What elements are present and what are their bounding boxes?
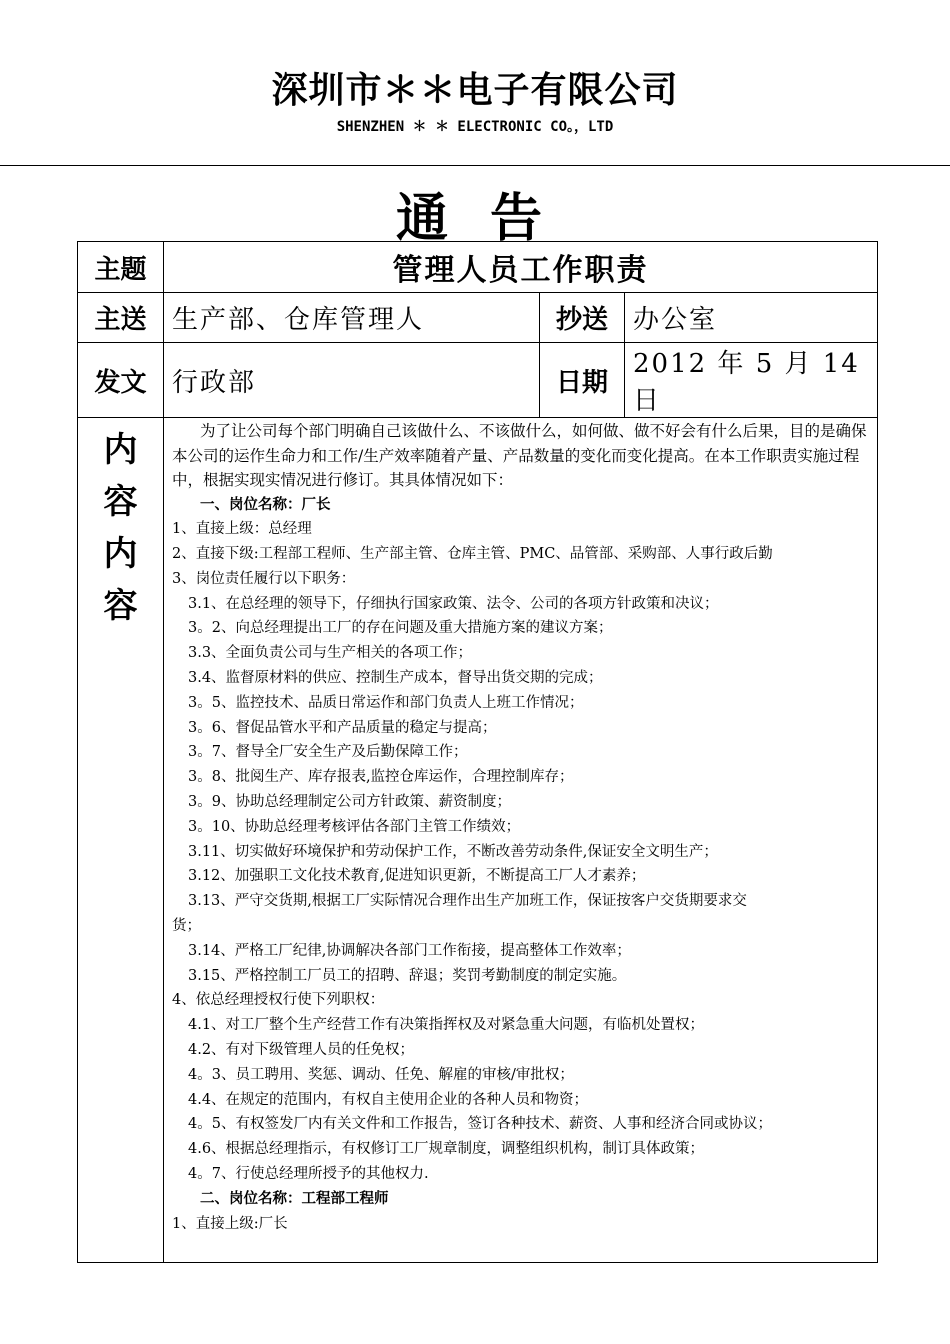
intro-paragraph: 为了让公司每个部门明确自己该做什么、不该做什么，如何做、做不好会有什么后果，目的是确保本公司的运作生命力和工作/生产效率随着产量、产品数量的变化而变化提高。在本工作职责实施过程中，根据实现实情况进行修订。其具体情况如下：: [172, 422, 867, 489]
duty-line: 3.14、严格工厂纪律,协调解决各部门工作衔接，提高整体工作效率；: [188, 942, 631, 959]
duty-line: 3.1、在总经理的领导下，仔细执行国家政策、法令、公司的各项方针政策和决议；: [188, 595, 719, 612]
duty-line: 3.11、切实做好环境保护和劳动保护工作，不断改善劳动条件,保证安全文明生产；: [188, 843, 718, 860]
duty-line: 货；: [172, 918, 201, 935]
content-label-char: 容: [103, 586, 138, 626]
duty-line: 4。7、行使总经理所授予的其他权力.: [188, 1166, 429, 1183]
section-heading: 一、岗位名称：厂长: [200, 496, 331, 513]
subject-row: [78, 242, 878, 293]
duty-line: 4.2、有对下级管理人员的任免权；: [188, 1042, 415, 1059]
from-label: 发文: [78, 343, 164, 418]
company-name-en: SHENZHEN ＊ ＊ ELECTRONIC CO。，LTD: [336, 119, 614, 135]
duty-list: [172, 493, 871, 1237]
cc-label: 抄送: [540, 293, 625, 343]
duty-line: 2、直接下级:工程部工程师、生产部主管、仓库主管、PMC、品管部、采购部、人事行政后勤: [172, 546, 773, 563]
duty-line: 3.12、加强职工文化技术教育,促进知识更新，不断提高工厂人才素养；: [188, 868, 646, 885]
duty-line: 4、依总经理授权行使下列职权：: [172, 992, 385, 1009]
content-label: [78, 418, 164, 1263]
duty-line: 4.4、在规定的范围内，有权自主使用企业的各种人员和物资；: [188, 1091, 589, 1108]
duty-line: 3.3、全面负责公司与生产相关的各项工作；: [188, 645, 473, 662]
duty-line: 1、直接上级:厂长: [172, 1215, 288, 1232]
to-value: 生产部、仓库管理人: [164, 293, 540, 343]
recipients-row: [78, 293, 878, 343]
duty-line: 1、直接上级：总经理: [172, 521, 312, 538]
duty-line: 3。9、协助总经理制定公司方针政策、薪资制度；: [188, 794, 511, 811]
from-value: 行政部: [164, 343, 540, 418]
content-body: [164, 418, 878, 1263]
subject-value: 管理人员工作职责: [164, 242, 878, 293]
cc-value: 办公室: [625, 293, 878, 343]
duty-line: 3。8、批阅生产、库存报表,监控仓库运作，合理控制库存；: [188, 769, 574, 786]
subject-label: 主题: [78, 242, 164, 293]
date-value: 2012 年 5 月 14 日: [625, 343, 878, 418]
notice-form-table: [77, 241, 878, 1263]
to-label: 主送: [78, 293, 164, 343]
content-row: [78, 418, 878, 1263]
duty-line: 3.15、严格控制工厂员工的招聘、辞退；奖罚考勤制度的制定实施。: [188, 967, 627, 984]
issuer-row: [78, 343, 878, 418]
company-name-cn: 深圳市＊＊电子有限公司: [271, 70, 679, 111]
notice-title: 通 告: [395, 189, 555, 249]
duty-line: 4.6、根据总经理指示，有权修订工厂规章制度，调整组织机构，制订具体政策；: [188, 1141, 705, 1158]
duty-line: 3。7、督导全厂安全生产及后勤保障工作；: [188, 744, 468, 761]
duty-line: 3。2、向总经理提出工厂的存在问题及重大措施方案的建议方案；: [188, 620, 613, 637]
date-label: 日期: [540, 343, 625, 418]
duty-line: 3。6、督促品管水平和产品质量的稳定与提高；: [188, 719, 497, 736]
duty-line: 3.13、严守交货期,根据工厂实际情况合理作出生产加班工作，保证按客户交货期要求交: [188, 893, 747, 910]
content-label-char: 内: [103, 534, 138, 574]
content-label-char: 容: [103, 482, 138, 522]
duty-line: 3。10、协助总经理考核评估各部门主管工作绩效；: [188, 818, 521, 835]
duty-line: 3。5、监控技术、品质日常运作和部门负责人上班工作情况；: [188, 694, 584, 711]
duty-line: 4。5、有权签发厂内有关文件和工作报告，签订各种技术、薪资、人事和经济合同或协议；: [188, 1116, 772, 1133]
duty-line: 3、岗位责任履行以下职务：: [172, 570, 356, 587]
content-label-char: 内: [103, 430, 138, 470]
duty-line: 4。3、员工聘用、奖惩、调动、任免、解雇的审核/审批权；: [188, 1066, 574, 1083]
duty-line: 4.1、对工厂整个生产经营工作有决策指挥权及对紧急重大问题，有临机处置权；: [188, 1017, 705, 1034]
section-heading: 二、岗位名称：工程部工程师: [200, 1190, 389, 1207]
duty-line: 3.4、监督原材料的供应、控制生产成本，督导出货交期的完成；: [188, 670, 603, 687]
header-divider: [0, 165, 950, 166]
